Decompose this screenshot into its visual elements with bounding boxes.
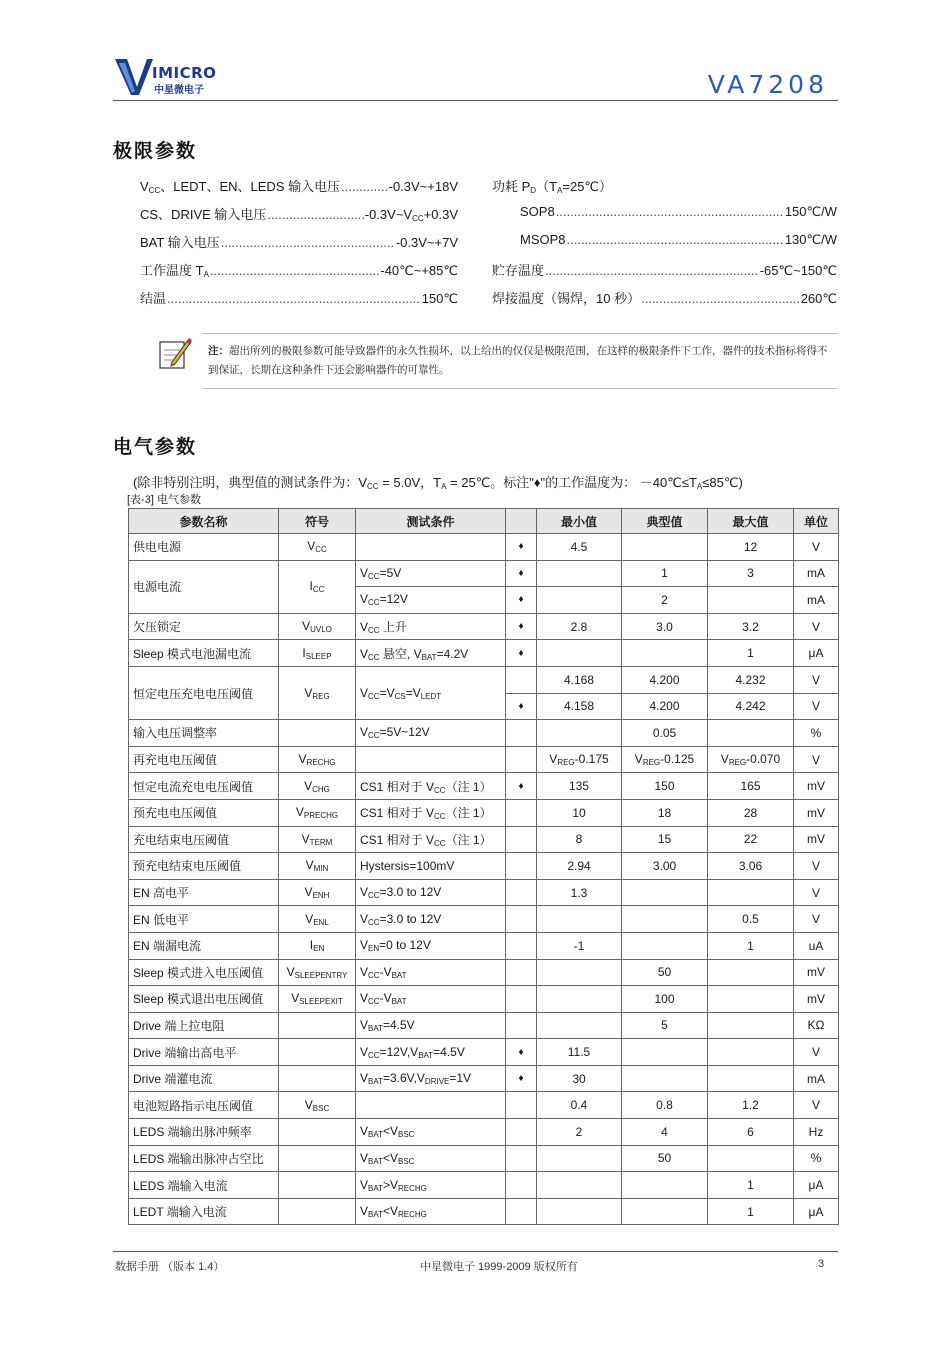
param-name-cell: 输入电压调整率: [129, 720, 279, 747]
condition-cell: CS1 相对于 $V_{CC}$（注 1）: [356, 826, 506, 853]
table-row: [129, 799, 839, 826]
param-name-cell: 再充电电压阈值: [129, 746, 279, 773]
max-value-cell: 1: [708, 640, 794, 667]
limit-row: 工作温度 $T_A$ ..... -40℃~+85℃: [140, 260, 458, 288]
unit-cell: μA: [794, 1198, 839, 1225]
condition-cell: $V_{CC}=5V\sim 12V$: [356, 720, 506, 747]
condition-cell: [356, 534, 506, 561]
table-row: [129, 1119, 839, 1146]
symbol-cell: [279, 1172, 356, 1199]
limits-right-column: [492, 176, 837, 316]
temp-mark-cell: [506, 799, 537, 826]
unit-cell: V: [794, 666, 839, 693]
unit-cell: mA: [794, 1065, 839, 1092]
symbol-cell: $V_{REG}$: [279, 666, 356, 719]
table-row: [129, 1092, 839, 1119]
param-name-cell: 欠压锁定: [129, 613, 279, 640]
table-row: [129, 1065, 839, 1092]
condition-cell: $V_{CC}=12V$: [356, 587, 506, 614]
symbol-cell: $V_{CC}$: [279, 534, 356, 561]
table-row: [129, 826, 839, 853]
param-name-cell: 供电电源: [129, 534, 279, 561]
footer-copyright: 中星微电子 1999-2009 版权所有: [420, 1261, 578, 1273]
symbol-cell: $V_{CHG}$: [279, 773, 356, 800]
typ-value-cell: [622, 534, 708, 561]
temp-mark-cell: ♦: [506, 587, 537, 614]
limit-row: CS、DRIVE 输入电压 ..... $-0.3V\sim V_{CC}+0.3V$: [140, 204, 458, 232]
param-name-cell: LEDS 端输出脉冲占空比: [129, 1145, 279, 1172]
note-text: [208, 342, 836, 380]
condition-cell: $V_{CC}-V_{BAT}$: [356, 959, 506, 986]
table-row: [129, 986, 839, 1013]
temp-mark-cell: ♦: [506, 1039, 537, 1066]
max-value-cell: 0.5: [708, 906, 794, 933]
unit-cell: μA: [794, 640, 839, 667]
temp-mark-cell: [506, 1198, 537, 1225]
unit-cell: μA: [794, 1172, 839, 1199]
note-body: 超出所列的极限参数可能导致器件的永久性损坏，以上给出的仅仅是极限范围，在这样的极限条件下工作，器件的技术指标将得不到保证，长期在这种条件下还会影响器件的可靠性。: [208, 345, 828, 376]
max-value-cell: 28: [708, 799, 794, 826]
unit-cell: %: [794, 1145, 839, 1172]
symbol-cell: $I_{SLEEP}$: [279, 640, 356, 667]
max-value-cell: [708, 1012, 794, 1039]
limit-row: $V_{CC}$、LEDT、EN、LEDS 输入电压 ..... -0.3V~+18V: [140, 176, 458, 204]
temp-mark-cell: ♦: [506, 534, 537, 561]
temp-mark-cell: ♦: [506, 613, 537, 640]
temp-mark-cell: [506, 826, 537, 853]
condition-cell: [356, 1092, 506, 1119]
max-value-cell: 4.232: [708, 666, 794, 693]
typ-value-cell: 50: [622, 1145, 708, 1172]
temp-mark-cell: [506, 1145, 537, 1172]
symbol-cell: $V_{ENH}$: [279, 879, 356, 906]
param-name-cell: EN 低电平: [129, 906, 279, 933]
unit-cell: V: [794, 746, 839, 773]
param-name-cell: LEDS 端输出脉冲频率: [129, 1119, 279, 1146]
header-unit: 单位: [794, 509, 839, 534]
unit-cell: mV: [794, 799, 839, 826]
symbol-cell: $V_{UVLO}$: [279, 613, 356, 640]
table-row: [129, 640, 839, 667]
typ-value-cell: [622, 879, 708, 906]
typ-value-cell: [622, 1039, 708, 1066]
symbol-cell: $V_{ENL}$: [279, 906, 356, 933]
max-value-cell: [708, 879, 794, 906]
footer-page-number: 3: [818, 1258, 825, 1270]
table-row: [129, 534, 839, 561]
typ-value-cell: [622, 932, 708, 959]
symbol-cell: [279, 1119, 356, 1146]
min-value-cell: [537, 1172, 622, 1199]
table-row: [129, 560, 839, 587]
typ-value-cell: 4: [622, 1119, 708, 1146]
max-value-cell: [708, 986, 794, 1013]
max-value-cell: 3.2: [708, 613, 794, 640]
table-caption: [表-3] 电气参数: [127, 494, 201, 506]
min-value-cell: 10: [537, 799, 622, 826]
typ-value-cell: [622, 906, 708, 933]
table-header-row: [129, 509, 839, 534]
max-value-cell: $V_{REG}-0.070$: [708, 746, 794, 773]
min-value-cell: [537, 1012, 622, 1039]
condition-cell: $V_{CC}$ 悬空, $V_{BAT}=4.2V$: [356, 640, 506, 667]
param-name-cell: EN 端漏电流: [129, 932, 279, 959]
min-value-cell: 11.5: [537, 1039, 622, 1066]
min-value-cell: [537, 720, 622, 747]
test-conditions: (除非特别注明，典型值的测试条件为：$V_{CC} = 5.0V$，$T_A$ = 25℃。标注"♦"的工作温度为： $-40℃\le T_A\le 85℃$): [133, 475, 743, 491]
temp-mark-cell: [506, 720, 537, 747]
condition-cell: Hystersis=100mV: [356, 853, 506, 880]
table-row: [129, 853, 839, 880]
header-temp-mark: [506, 509, 537, 534]
condition-cell: $V_{BAT}<V_{BSC}$: [356, 1119, 506, 1146]
min-value-cell: 8: [537, 826, 622, 853]
symbol-cell: [279, 1198, 356, 1225]
param-name-cell: 预充电结束电压阈值: [129, 853, 279, 880]
temp-mark-cell: ♦: [506, 1065, 537, 1092]
typ-value-cell: 3.00: [622, 853, 708, 880]
table-row: [129, 959, 839, 986]
max-value-cell: [708, 1145, 794, 1172]
logo-subtitle: 中星微电子: [154, 85, 204, 96]
unit-cell: mA: [794, 587, 839, 614]
symbol-cell: $I_{EN}$: [279, 932, 356, 959]
table-row: [129, 879, 839, 906]
max-value-cell: 4.242: [708, 693, 794, 720]
max-value-cell: [708, 959, 794, 986]
condition-cell: $V_{BAT}=4.5V$: [356, 1012, 506, 1039]
condition-cell: $V_{CC}=5V$: [356, 560, 506, 587]
table-row: [129, 666, 839, 693]
typ-value-cell: 4.200: [622, 666, 708, 693]
limits-left-column: [140, 176, 458, 316]
condition-cell: $V_{EN}=0$ to 12V: [356, 932, 506, 959]
logo-wordmark: IMICRO: [152, 64, 217, 82]
condition-cell: $V_{BAT}<V_{BSC}$: [356, 1145, 506, 1172]
unit-cell: V: [794, 906, 839, 933]
symbol-cell: $V_{MIN}$: [279, 853, 356, 880]
condition-cell: $V_{CC}$ 上升: [356, 613, 506, 640]
note-label: 注：: [208, 345, 229, 357]
condition-cell: $V_{BAT}=3.6V,V_{DRIVE}=1V$: [356, 1065, 506, 1092]
condition-cell: CS1 相对于 $V_{CC}$（注 1）: [356, 799, 506, 826]
condition-cell: $V_{CC}=V_{CS}=V_{LEDT}$: [356, 666, 506, 719]
min-value-cell: 2: [537, 1119, 622, 1146]
header-divider: [113, 100, 838, 101]
param-name-cell: Drive 端上拉电阻: [129, 1012, 279, 1039]
typ-value-cell: [622, 1172, 708, 1199]
symbol-cell: [279, 1012, 356, 1039]
temp-mark-cell: [506, 1172, 537, 1199]
limit-row: 焊接温度（锡焊，10 秒） ..... 260℃: [492, 288, 837, 316]
param-name-cell: LEDT 端输入电流: [129, 1198, 279, 1225]
header-symbol: 符号: [279, 509, 356, 534]
footer-doc-version: 数据手册 （版本 1.4）: [115, 1261, 225, 1273]
max-value-cell: [708, 1065, 794, 1092]
symbol-cell: $V_{RECHG}$: [279, 746, 356, 773]
typ-value-cell: [622, 1065, 708, 1092]
temp-mark-cell: [506, 906, 537, 933]
unit-cell: mA: [794, 560, 839, 587]
temp-mark-cell: [506, 1119, 537, 1146]
header-min: 最小值: [537, 509, 622, 534]
unit-cell: uA: [794, 932, 839, 959]
unit-cell: %: [794, 720, 839, 747]
header-typ: 典型值: [622, 509, 708, 534]
condition-cell: $V_{BAT}<V_{RECHG}$: [356, 1198, 506, 1225]
typ-value-cell: 4.200: [622, 693, 708, 720]
max-value-cell: 3.06: [708, 853, 794, 880]
min-value-cell: [537, 587, 622, 614]
min-value-cell: [537, 986, 622, 1013]
param-name-cell: Sleep 模式电池漏电流: [129, 640, 279, 667]
min-value-cell: 135: [537, 773, 622, 800]
param-name-cell: 电池短路指示电压阈值: [129, 1092, 279, 1119]
note-pencil-icon: [158, 336, 192, 370]
symbol-cell: [279, 1145, 356, 1172]
param-name-cell: 电源电流: [129, 560, 279, 613]
header-param-name: 参数名称: [129, 509, 279, 534]
condition-cell: $V_{CC}=3.0$ to 12V: [356, 906, 506, 933]
param-name-cell: Drive 端输出高电平: [129, 1039, 279, 1066]
param-name-cell: 恒定电压充电电压阈值: [129, 666, 279, 719]
unit-cell: KΩ: [794, 1012, 839, 1039]
param-name-cell: 恒定电流充电电压阈值: [129, 773, 279, 800]
min-value-cell: 4.168: [537, 666, 622, 693]
max-value-cell: 3: [708, 560, 794, 587]
table-row: [129, 1012, 839, 1039]
temp-mark-cell: ♦: [506, 640, 537, 667]
limit-row: 贮存温度 ..... -65℃~150℃: [492, 260, 837, 288]
limit-row: SOP8 ..... 150℃/W: [492, 204, 837, 232]
condition-cell: CS1 相对于 $V_{CC}$（注 1）: [356, 773, 506, 800]
param-name-cell: 充电结束电压阈值: [129, 826, 279, 853]
max-value-cell: 12: [708, 534, 794, 561]
typ-value-cell: 150: [622, 773, 708, 800]
unit-cell: V: [794, 693, 839, 720]
symbol-cell: $V_{BSC}$: [279, 1092, 356, 1119]
limits-section-title: 极限参数: [113, 140, 198, 162]
table-row: [129, 720, 839, 747]
typ-value-cell: 2: [622, 587, 708, 614]
min-value-cell: [537, 640, 622, 667]
min-value-cell: [537, 959, 622, 986]
param-name-cell: 预充电电压阈值: [129, 799, 279, 826]
temp-mark-cell: [506, 932, 537, 959]
typ-value-cell: 0.8: [622, 1092, 708, 1119]
max-value-cell: [708, 720, 794, 747]
min-value-cell: $V_{REG}-0.175$: [537, 746, 622, 773]
param-name-cell: EN 高电平: [129, 879, 279, 906]
min-value-cell: [537, 906, 622, 933]
unit-cell: mV: [794, 826, 839, 853]
unit-cell: V: [794, 613, 839, 640]
condition-cell: $V_{CC}=3.0$ to 12V: [356, 879, 506, 906]
electrical-section-title: 电气参数: [113, 436, 198, 458]
max-value-cell: [708, 1039, 794, 1066]
max-value-cell: 6: [708, 1119, 794, 1146]
symbol-cell: $I_{CC}$: [279, 560, 356, 613]
max-value-cell: 1: [708, 1172, 794, 1199]
condition-cell: $V_{CC}=12V,V_{BAT}=4.5V$: [356, 1039, 506, 1066]
temp-mark-cell: [506, 879, 537, 906]
min-value-cell: 4.158: [537, 693, 622, 720]
temp-mark-cell: [506, 986, 537, 1013]
temp-mark-cell: ♦: [506, 560, 537, 587]
param-name-cell: Drive 端灌电流: [129, 1065, 279, 1092]
condition-cell: $V_{BAT}>V_{RECHG}$: [356, 1172, 506, 1199]
min-value-cell: 0.4: [537, 1092, 622, 1119]
symbol-cell: $V_{PRECHG}$: [279, 799, 356, 826]
table-row: [129, 613, 839, 640]
symbol-cell: $V_{TERM}$: [279, 826, 356, 853]
limit-row: MSOP8 ..... 130℃/W: [492, 232, 837, 260]
table-row: [129, 906, 839, 933]
param-name-cell: LEDS 端输入电流: [129, 1172, 279, 1199]
min-value-cell: [537, 1198, 622, 1225]
typ-value-cell: 18: [622, 799, 708, 826]
typ-value-cell: [622, 1198, 708, 1225]
table-row: [129, 932, 839, 959]
unit-cell: V: [794, 879, 839, 906]
typ-value-cell: 100: [622, 986, 708, 1013]
symbol-cell: [279, 1065, 356, 1092]
table-row: [129, 746, 839, 773]
unit-cell: V: [794, 534, 839, 561]
table-row: [129, 1198, 839, 1225]
unit-cell: V: [794, 853, 839, 880]
typ-value-cell: 5: [622, 1012, 708, 1039]
unit-cell: mV: [794, 773, 839, 800]
min-value-cell: 2.94: [537, 853, 622, 880]
min-value-cell: 1.3: [537, 879, 622, 906]
max-value-cell: 1.2: [708, 1092, 794, 1119]
temp-mark-cell: [506, 959, 537, 986]
typ-value-cell: 3.0: [622, 613, 708, 640]
typ-value-cell: 50: [622, 959, 708, 986]
footer-divider: [113, 1251, 838, 1252]
min-value-cell: [537, 1145, 622, 1172]
max-value-cell: 1: [708, 932, 794, 959]
min-value-cell: 4.5: [537, 534, 622, 561]
symbol-cell: [279, 1039, 356, 1066]
param-name-cell: Sleep 模式退出电压阈值: [129, 986, 279, 1013]
unit-cell: mV: [794, 959, 839, 986]
typ-value-cell: 0.05: [622, 720, 708, 747]
typ-value-cell: $V_{REG}-0.125$: [622, 746, 708, 773]
typ-value-cell: [622, 640, 708, 667]
unit-cell: V: [794, 1092, 839, 1119]
table-row: [129, 1145, 839, 1172]
power-heading: 功耗 $P_D(T_A=25℃)$: [492, 179, 613, 195]
header-condition: 测试条件: [356, 509, 506, 534]
symbol-cell: $V_{SLEEPENTRY}$: [279, 959, 356, 986]
unit-cell: mV: [794, 986, 839, 1013]
condition-cell: $V_{CC}-V_{BAT}$: [356, 986, 506, 1013]
temp-mark-cell: ♦: [506, 693, 537, 720]
min-value-cell: -1: [537, 932, 622, 959]
symbol-cell: [279, 720, 356, 747]
condition-cell: [356, 746, 506, 773]
param-name-cell: Sleep 模式进入电压阈值: [129, 959, 279, 986]
max-value-cell: 1: [708, 1198, 794, 1225]
limit-row: BAT 输入电压 ..... -0.3V~+7V: [140, 232, 458, 260]
header-max: 最大值: [708, 509, 794, 534]
temp-mark-cell: [506, 666, 537, 693]
temp-mark-cell: [506, 1012, 537, 1039]
min-value-cell: [537, 560, 622, 587]
temp-mark-cell: ♦: [506, 773, 537, 800]
temp-mark-cell: [506, 746, 537, 773]
electrical-parameters-table: [128, 508, 839, 1225]
temp-mark-cell: [506, 1092, 537, 1119]
limit-row: 结温 ..... 150℃: [140, 288, 458, 316]
min-value-cell: 2.8: [537, 613, 622, 640]
unit-cell: Hz: [794, 1119, 839, 1146]
temp-mark-cell: [506, 853, 537, 880]
min-value-cell: 30: [537, 1065, 622, 1092]
table-row: [129, 1039, 839, 1066]
document-title: VA7208: [707, 70, 828, 99]
table-row: [129, 773, 839, 800]
unit-cell: V: [794, 1039, 839, 1066]
max-value-cell: [708, 587, 794, 614]
max-value-cell: 165: [708, 773, 794, 800]
typ-value-cell: 15: [622, 826, 708, 853]
table-row: [129, 1172, 839, 1199]
symbol-cell: $V_{SLEEPEXIT}$: [279, 986, 356, 1013]
max-value-cell: 22: [708, 826, 794, 853]
typ-value-cell: 1: [622, 560, 708, 587]
